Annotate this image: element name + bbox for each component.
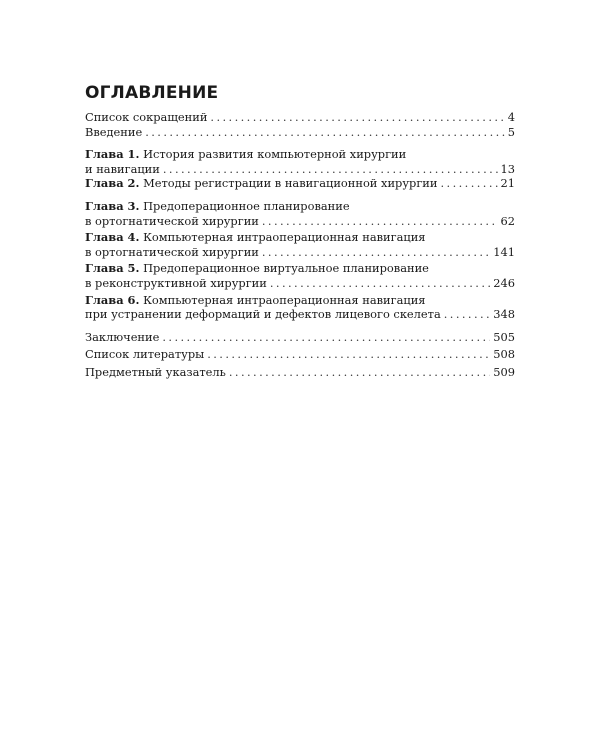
toc-entry-title: Список литературы <box>85 347 205 362</box>
dot-leader <box>444 307 491 322</box>
toc-entry-title: Предоперационное планирование <box>143 198 350 213</box>
chapter-label: Глава 3. <box>85 198 140 213</box>
toc-entry-references <box>85 347 515 362</box>
toc-page-number: 62 <box>500 213 515 228</box>
toc-line <box>85 147 515 162</box>
chapter-label: Глава 2. <box>85 176 140 191</box>
toc-page-number: 13 <box>500 161 515 176</box>
toc-line <box>85 214 515 229</box>
toc-entry-chapter-6 <box>85 293 515 322</box>
toc-entry-title-cont: в ортогнатической хирургии <box>85 244 259 259</box>
table-of-contents <box>85 83 515 380</box>
dot-leader <box>163 162 498 177</box>
toc-line <box>85 261 515 276</box>
toc-page-number: 505 <box>493 329 515 344</box>
dot-leader <box>207 347 490 362</box>
toc-line <box>85 365 515 380</box>
dot-leader <box>229 365 490 380</box>
toc-page-number: 141 <box>493 244 515 259</box>
toc-entry-title-cont: и навигации <box>85 161 160 176</box>
toc-entry-title: Компьютерная интраоперационная навигация <box>143 230 426 245</box>
toc-line <box>85 176 515 191</box>
toc-line <box>85 199 515 214</box>
chapter-label: Глава 1. <box>85 147 140 162</box>
toc-line <box>85 245 515 260</box>
toc-entry-title: Список сокращений <box>85 110 208 124</box>
toc-entry-title: Методы регистрации в навигационной хирургии <box>143 176 438 191</box>
toc-entry-title: Введение <box>85 124 143 139</box>
toc-entry-chapter-4 <box>85 230 515 259</box>
toc-entry-chapter-2 <box>85 176 515 191</box>
toc-line <box>85 110 515 125</box>
dot-leader <box>210 110 504 125</box>
toc-entry-chapter-1 <box>85 147 515 176</box>
chapter-label: Глава 6. <box>85 292 140 307</box>
toc-entry-subject-index <box>85 365 515 380</box>
dot-leader <box>440 176 497 191</box>
dot-leader <box>262 214 498 229</box>
toc-line <box>85 347 515 362</box>
toc-line <box>85 330 515 345</box>
toc-line <box>85 276 515 291</box>
toc-entry-introduction <box>85 125 515 140</box>
toc-line <box>85 162 515 177</box>
toc-entry-title: Заключение <box>85 329 160 344</box>
toc-page-number: 509 <box>493 364 515 379</box>
toc-page-number: 4 <box>507 110 515 124</box>
toc-line <box>85 307 515 322</box>
toc-page-number: 21 <box>500 176 515 191</box>
toc-page-number: 348 <box>493 307 515 322</box>
toc-page-number: 5 <box>507 124 515 139</box>
toc-entry-abbreviations <box>85 110 515 125</box>
toc-entry-chapter-5 <box>85 261 515 290</box>
toc-entry-conclusion <box>85 330 515 345</box>
toc-entry-title: Предметный указатель <box>85 364 226 379</box>
toc-entry-title: История развития компьютерной хирургии <box>143 147 407 162</box>
dot-leader <box>262 245 490 260</box>
toc-entry-title-cont: в реконструктивной хирургии <box>85 275 267 290</box>
toc-page-number: 246 <box>493 275 515 290</box>
toc-entry-title: Компьютерная интраоперационная навигация <box>143 292 426 307</box>
chapter-label: Глава 5. <box>85 261 140 276</box>
dot-leader <box>145 125 505 140</box>
toc-line <box>85 125 515 140</box>
toc-line <box>85 230 515 245</box>
toc-entry-title-cont: при устранении деформаций и дефектов лицевого скелета <box>85 307 441 322</box>
toc-entry-title: Предоперационное виртуальное планирование <box>143 261 429 276</box>
toc-line <box>85 293 515 308</box>
chapter-label: Глава 4. <box>85 230 140 245</box>
toc-entry-chapter-3 <box>85 199 515 228</box>
dot-leader <box>270 276 490 291</box>
dot-leader <box>162 330 490 345</box>
toc-page-number: 508 <box>493 347 515 362</box>
page-title: ОГЛАВЛЕНИЕ <box>85 83 219 103</box>
toc-entry-title-cont: в ортогнатической хирургии <box>85 213 259 228</box>
